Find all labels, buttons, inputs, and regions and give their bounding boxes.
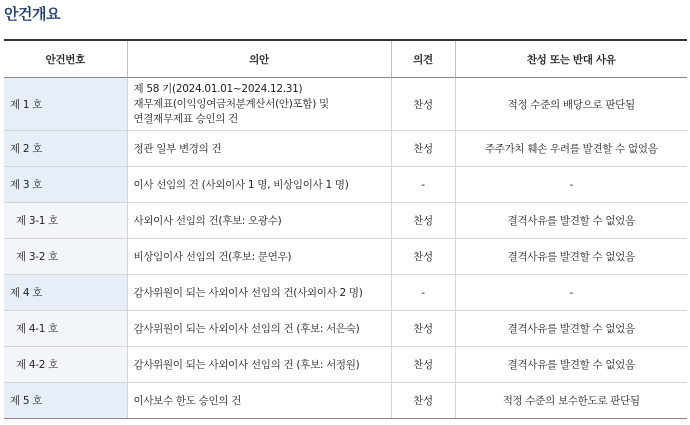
opinion: 찬성 <box>391 347 455 383</box>
agenda-number: 제 5 호 <box>4 383 127 419</box>
opinion: - <box>391 167 455 203</box>
agenda-item: 이사 선임의 건 (사외이사 1 명, 비상임이사 1 명) <box>127 167 391 203</box>
agenda-number: 제 4 호 <box>4 275 127 311</box>
agenda-item: 감사위원이 되는 사외이사 선임의 건 (후보: 서정원) <box>127 347 391 383</box>
agenda-item: 비상임이사 선임의 건(후보: 문연우) <box>127 239 391 275</box>
agenda-number: 제 4-2 호 <box>4 347 127 383</box>
reason: 적정 수준의 보수한도로 판단됨 <box>455 383 687 419</box>
agenda-number: 제 3-2 호 <box>4 239 127 275</box>
opinion: 찬성 <box>391 78 455 131</box>
reason: 결격사유를 발견할 수 없었음 <box>455 347 687 383</box>
table-row <box>4 383 687 419</box>
table-row <box>4 347 687 383</box>
reason: 결격사유를 발견할 수 없었음 <box>455 239 687 275</box>
table-row <box>4 78 687 131</box>
agenda-item: 감사위원이 되는 사외이사 선임의 건 (후보: 서은숙) <box>127 311 391 347</box>
agenda-number: 제 2 호 <box>4 131 127 167</box>
table-row <box>4 131 687 167</box>
agenda-table <box>4 39 687 419</box>
opinion: 찬성 <box>391 383 455 419</box>
opinion: 찬성 <box>391 131 455 167</box>
agenda-item: 감사위원이 되는 사외이사 선임의 건(사외이사 2 명) <box>127 275 391 311</box>
opinion: 찬성 <box>391 311 455 347</box>
reason: 결격사유를 발견할 수 없었음 <box>455 311 687 347</box>
reason: 결격사유를 발견할 수 없었음 <box>455 203 687 239</box>
header-reason: 찬성 또는 반대 사유 <box>455 40 687 78</box>
opinion: - <box>391 275 455 311</box>
agenda-item-line: 제 58 기(2024.01.01~2024.12.31) <box>133 82 303 95</box>
table-row <box>4 167 687 203</box>
reason: 주주가치 훼손 우려를 발견할 수 없었음 <box>455 131 687 167</box>
header-opinion: 의견 <box>391 40 455 78</box>
table-row <box>4 239 687 275</box>
page-heading: 안건개요 <box>4 5 60 23</box>
table-row <box>4 203 687 239</box>
table-header-row <box>4 40 687 78</box>
reason: 적정 수준의 배당으로 판단됨 <box>455 78 687 131</box>
agenda-number: 제 3 호 <box>4 167 127 203</box>
agenda-item <box>127 78 391 131</box>
agenda-number: 제 1 호 <box>4 78 127 131</box>
header-agenda-number: 안건번호 <box>4 40 127 78</box>
header-agenda-item: 의안 <box>127 40 391 78</box>
agenda-item: 사외이사 선임의 건(후보: 오광수) <box>127 203 391 239</box>
agenda-item-line: 연결재무제표 승인의 건 <box>133 112 239 125</box>
reason: - <box>455 275 687 311</box>
opinion: 찬성 <box>391 239 455 275</box>
agenda-item: 이사보수 한도 승인의 건 <box>127 383 391 419</box>
agenda-number: 제 3-1 호 <box>4 203 127 239</box>
agenda-item: 정관 일부 변경의 건 <box>127 131 391 167</box>
table-row <box>4 275 687 311</box>
agenda-item-line: 재무제표(이익잉여금처분계산서(안)포함) 및 <box>133 97 329 110</box>
reason: - <box>455 167 687 203</box>
opinion: 찬성 <box>391 203 455 239</box>
agenda-number: 제 4-1 호 <box>4 311 127 347</box>
table-row <box>4 311 687 347</box>
